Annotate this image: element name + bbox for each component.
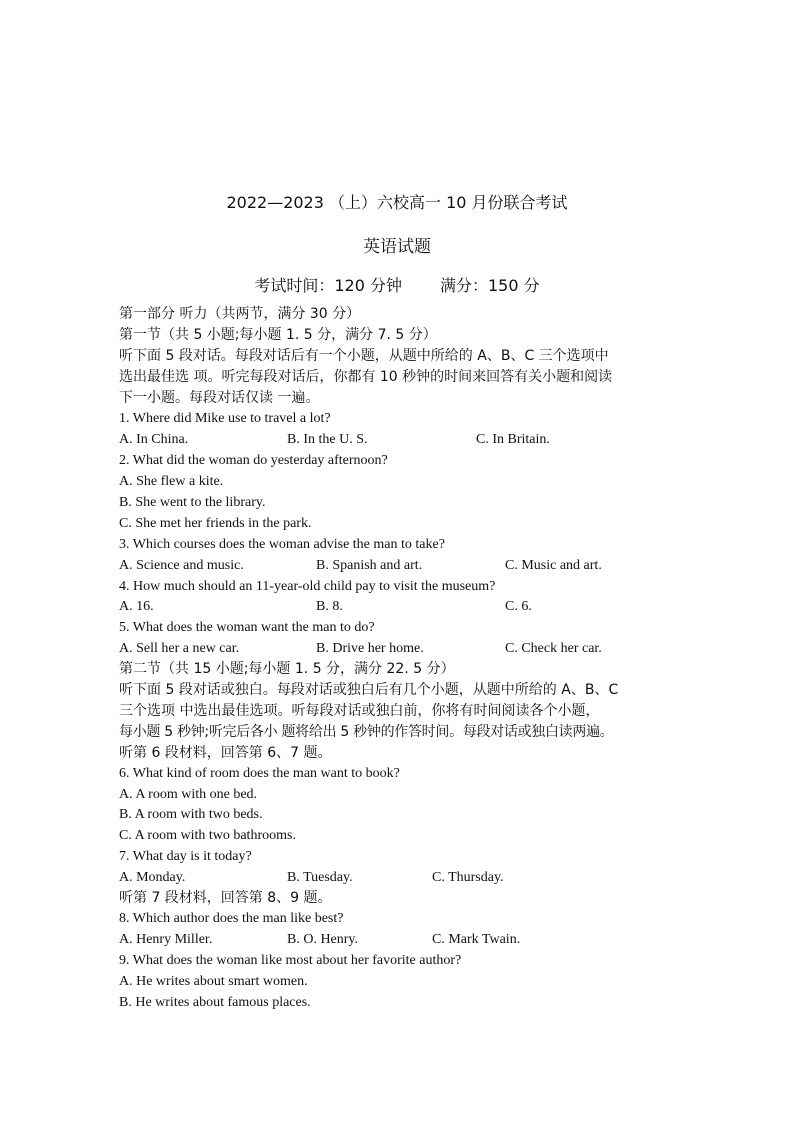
section2-instructions-1: 听下面 5 段对话或独白。每段对话或独白后有几个小题，从题中所给的 A、B、C — [119, 682, 619, 698]
question-6-option-a: A. A room with one bed. — [119, 787, 258, 802]
question-9-option-a: A. He writes about smart women. — [119, 974, 308, 989]
question-2-option-b: B. She went to the library. — [119, 495, 266, 510]
question-2-stem: 2. What did the woman do yesterday afternoon? — [119, 453, 388, 468]
part1-heading: 第一部分 听力（共两节，满分 30 分） — [119, 306, 361, 322]
question-4-stem: 4. How much should an 11-year-old child pay to visit the museum? — [119, 579, 496, 594]
question-7-option-b: B. Tuesday. — [287, 870, 353, 885]
section1-instructions-3: 下一小题。每段对话仅读 一遍。 — [119, 390, 320, 406]
section1-instructions-1: 听下面 5 段对话。每段对话后有一个小题，从题中所给的 A、B、C 三个选项中 — [119, 348, 609, 364]
question-3-option-b: B. Spanish and art. — [316, 558, 423, 573]
question-1-option-b: B. In the U. S. — [287, 432, 368, 447]
question-8-option-a: A. Henry Miller. — [119, 932, 213, 947]
question-2-option-c: C. She met her friends in the park. — [119, 516, 312, 531]
question-8-stem: 8. Which author does the man like best? — [119, 911, 344, 926]
question-1-option-a: A. In China. — [119, 432, 189, 447]
question-3-option-c: C. Music and art. — [505, 558, 602, 573]
question-5-option-b: B. Drive her home. — [316, 641, 424, 656]
section2-heading: 第二节（共 15 小题;每小题 1. 5 分，满分 22. 5 分） — [119, 661, 455, 677]
question-3-option-a: A. Science and music. — [119, 558, 244, 573]
question-7-stem: 7. What day is it today? — [119, 849, 252, 864]
question-4-option-c: C. 6. — [505, 599, 532, 614]
question-6-option-b: B. A room with two beds. — [119, 807, 263, 822]
question-5-option-a: A. Sell her a new car. — [119, 641, 240, 656]
question-1-stem: 1. Where did Mike use to travel a lot? — [119, 411, 331, 426]
question-8-option-c: C. Mark Twain. — [432, 932, 521, 947]
section2-instructions-2: 三个选项 中选出最佳选项。听每段对话或独白前，你将有时间阅读各个小题， — [119, 703, 600, 719]
material-7-instruction: 听第 7 段材料，回答第 8、9 题。 — [119, 890, 332, 906]
question-9-option-b: B. He writes about famous places. — [119, 995, 311, 1010]
question-3-stem: 3. Which courses does the woman advise the man to take? — [119, 537, 445, 552]
question-1-option-c: C. In Britain. — [476, 432, 550, 447]
full-score: 满分：150 分 — [440, 276, 540, 295]
section2-instructions-3: 每小题 5 秒钟;听完后各小 题将给出 5 秒钟的作答时间。每段对话或独白读两遍。 — [119, 724, 614, 740]
question-7-option-a: A. Monday. — [119, 870, 186, 885]
section1-heading: 第一节（共 5 小题;每小题 1. 5 分，满分 7. 5 分） — [119, 327, 437, 343]
exam-info — [0, 273, 794, 296]
question-5-option-c: C. Check her car. — [505, 641, 602, 656]
question-7-option-c: C. Thursday. — [432, 870, 504, 885]
exam-title: 2022—2023 （上）六校高一 10 月份联合考试 — [226, 193, 568, 212]
exam-subject: 英语试题 — [363, 237, 431, 257]
question-8-option-b: B. O. Henry. — [287, 932, 359, 947]
question-6-option-c: C. A room with two bathrooms. — [119, 828, 296, 843]
question-4-option-b: B. 8. — [316, 599, 343, 614]
exam-time: 考试时间：120 分钟 — [254, 276, 402, 295]
question-4-option-a: A. 16. — [119, 599, 154, 614]
question-2-option-a: A. She flew a kite. — [119, 474, 224, 489]
question-9-stem: 9. What does the woman like most about her favorite author? — [119, 953, 462, 968]
material-6-instruction: 听第 6 段材料，回答第 6、7 题。 — [119, 745, 332, 761]
question-6-stem: 6. What kind of room does the man want to book? — [119, 766, 400, 781]
section1-instructions-2: 选出最佳选 项。听完每段对话后，你都有 10 秒钟的时间来回答有关小题和阅读 — [119, 369, 613, 385]
question-5-stem: 5. What does the woman want the man to do? — [119, 620, 375, 635]
